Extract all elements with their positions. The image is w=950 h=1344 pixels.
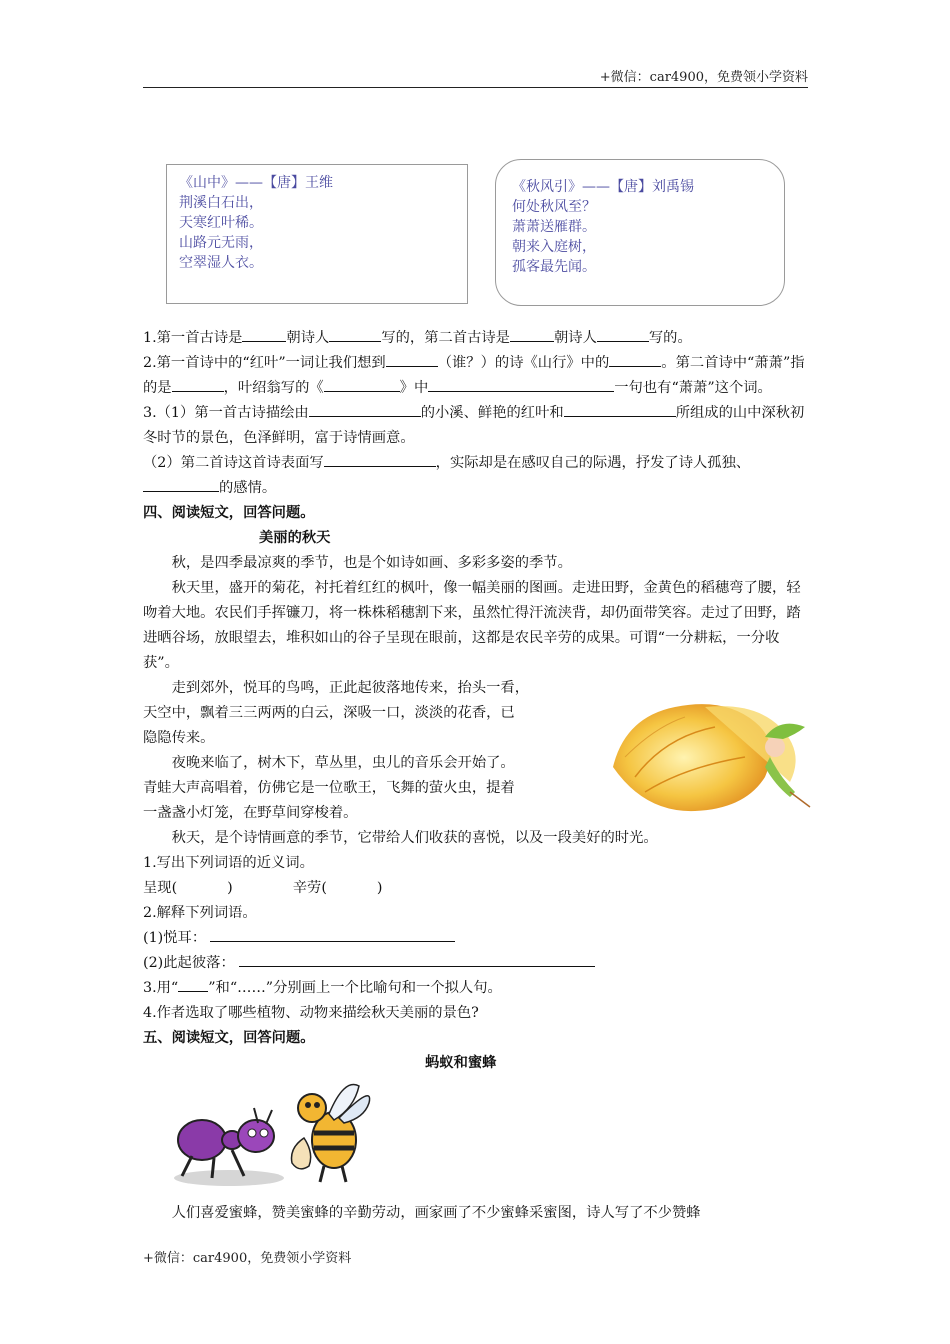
reading-q1: 1.写出下列词语的近义词。	[143, 855, 314, 871]
question-1	[143, 326, 808, 351]
q3-text: （2）第二首诗这首诗表面写	[143, 455, 324, 471]
passage-title: 蚂蚁和蜜蜂	[425, 1055, 497, 1071]
blank[interactable]	[324, 452, 436, 467]
reading-q3	[143, 976, 808, 1001]
page-header: +微信：car4900，免费领小学资料	[599, 70, 808, 85]
poem-line: 荆溪白石出，	[179, 195, 263, 211]
blank[interactable]	[428, 377, 614, 392]
q1-text: 朝诗人	[286, 330, 330, 346]
q3-text: 所组成的山中深秋初冬时节的景色，色泽鲜明，富于诗情画意。	[143, 405, 805, 446]
reading-q2b	[143, 951, 808, 976]
q1-text: 写的，第二首古诗是	[381, 330, 510, 346]
item-label: (2)此起彼落：	[143, 955, 235, 971]
page-footer: +微信：car4900，免费领小学资料	[143, 1251, 352, 1266]
passage-paragraph: 秋天里，盛开的菊花，衬托着红红的枫叶，像一幅美丽的图画。走进田野，金黄色的稻穗弯了腰，轻吻着大地。农民们手挥镰刀，将一株株稻穗割下来，虽然忙得汗流浃背，却仍面带笑容。走过了田野，踏进晒谷场，放眼望去，堆积如山的谷子呈现在眼前，这都是农民辛劳的成果。可谓“一分耕耘，一分收获”。	[143, 580, 801, 671]
reading-q1-items	[143, 876, 808, 901]
blank[interactable]	[242, 327, 286, 342]
q2-text: 。第二首诗中“萧萧”指的是	[143, 355, 805, 396]
section-4-heading: 四、阅读短文，回答问题。	[143, 505, 315, 521]
question-3-2	[143, 451, 808, 501]
question-2	[143, 351, 808, 401]
line: 青蛙大声高唱着，仿佛它是一位歌王，飞舞的萤火虫，提着	[143, 780, 515, 796]
answer-line[interactable]	[239, 952, 595, 967]
poem-line: 萧萧送雁群。	[512, 219, 596, 235]
section-5-heading: 五、阅读短文，回答问题。	[143, 1030, 315, 1046]
poem-line: 天寒红叶稀。	[179, 215, 263, 231]
reading-q2a	[143, 926, 808, 951]
autumn-leaf-illustration	[605, 697, 823, 815]
passage-title: 美丽的秋天	[259, 530, 331, 546]
item-label: (1)悦耳：	[143, 930, 207, 946]
q-text: 3.用“	[143, 980, 179, 996]
blank[interactable]	[386, 352, 438, 367]
paren-close: )	[376, 880, 383, 896]
blank[interactable]	[564, 402, 676, 417]
q2-text: 一句也有“萧萧”这个词。	[614, 380, 772, 396]
header-rule	[143, 87, 808, 88]
blank[interactable]	[329, 327, 381, 342]
reading-q4: 4.作者选取了哪些植物、动物来描绘秋天美丽的景色?	[143, 1005, 479, 1021]
underline-sample	[178, 977, 208, 992]
poem-line: 何处秋风至？	[512, 199, 596, 215]
q2-text: 》中	[399, 380, 429, 396]
passage-paragraph: 秋天，是个诗情画意的季节，它带给人们收获的喜悦，以及一段美好的时光。	[171, 830, 658, 846]
passage-paragraph: 人们喜爱蜜蜂，赞美蜜蜂的辛勤劳动，画家画了不少蜜蜂采蜜图，诗人写了不少赞蜂	[171, 1205, 701, 1221]
line: 夜晚来临了，树木下，草丛里，虫儿的音乐会开始了。	[171, 755, 515, 771]
blank[interactable]	[172, 377, 224, 392]
q2-text: （谁？）的诗《山行》中的	[437, 355, 610, 371]
q3-text: 3.（1）第一首古诗描绘由	[143, 405, 309, 421]
item-label: 呈现(	[143, 880, 178, 896]
question-3-1	[143, 401, 808, 451]
q3-text: 的小溪、鲜艳的红叶和	[420, 405, 564, 421]
blank[interactable]	[510, 327, 554, 342]
blank[interactable]	[597, 327, 649, 342]
q3-text: ，实际却是在感叹自己的际遇，抒发了诗人孤独、	[435, 455, 751, 471]
blank[interactable]	[309, 402, 421, 417]
ant-and-bee-illustration	[174, 1078, 374, 1188]
answer-line[interactable]	[210, 927, 455, 942]
blank[interactable]	[609, 352, 661, 367]
passage-paragraph	[143, 751, 593, 826]
passage-paragraph	[143, 676, 593, 751]
item-label: 辛劳(	[292, 880, 327, 896]
q2-text: 2.第一首诗中的“红叶”一词让我们想到	[143, 355, 386, 371]
poem-title: 《山中》——【唐】王维	[179, 175, 333, 191]
q3-text: 的感情。	[219, 480, 277, 496]
blank[interactable]	[324, 377, 400, 392]
q1-text: 1.第一首古诗是	[143, 330, 243, 346]
line: 走到郊外，悦耳的鸟鸣，正此起彼落地传来，抬头一看，	[171, 680, 530, 696]
poem-line: 孤客最先闻。	[512, 259, 596, 275]
poem-box-qiufengyin	[495, 159, 785, 306]
poem-line: 空翠湿人衣。	[179, 255, 263, 271]
reading-q2: 2.解释下列词语。	[143, 905, 257, 921]
q2-text: ，叶绍翁写的《	[223, 380, 324, 396]
line: 一盏盏小灯笼，在野草间穿梭着。	[143, 805, 358, 821]
q-text: ”和“……”分别画上一个比喻句和一个拟人句。	[208, 980, 502, 996]
line: 隐隐传来。	[143, 730, 215, 746]
paren-close: )	[227, 880, 233, 896]
q1-text: 朝诗人	[553, 330, 597, 346]
line: 天空中，飘着三三两两的白云，深吸一口，淡淡的花香，已	[143, 705, 515, 721]
q1-text: 写的。	[648, 330, 692, 346]
poem-line: 山路元无雨，	[179, 235, 263, 251]
passage-paragraph: 秋，是四季最凉爽的季节，也是个如诗如画、多彩多姿的季节。	[171, 555, 572, 571]
poem-title: 《秋风引》——【唐】刘禹锡	[512, 179, 694, 195]
poem-line: 朝来入庭树，	[512, 239, 596, 255]
poem-box-shanzhong	[166, 164, 468, 304]
blank[interactable]	[143, 477, 219, 492]
